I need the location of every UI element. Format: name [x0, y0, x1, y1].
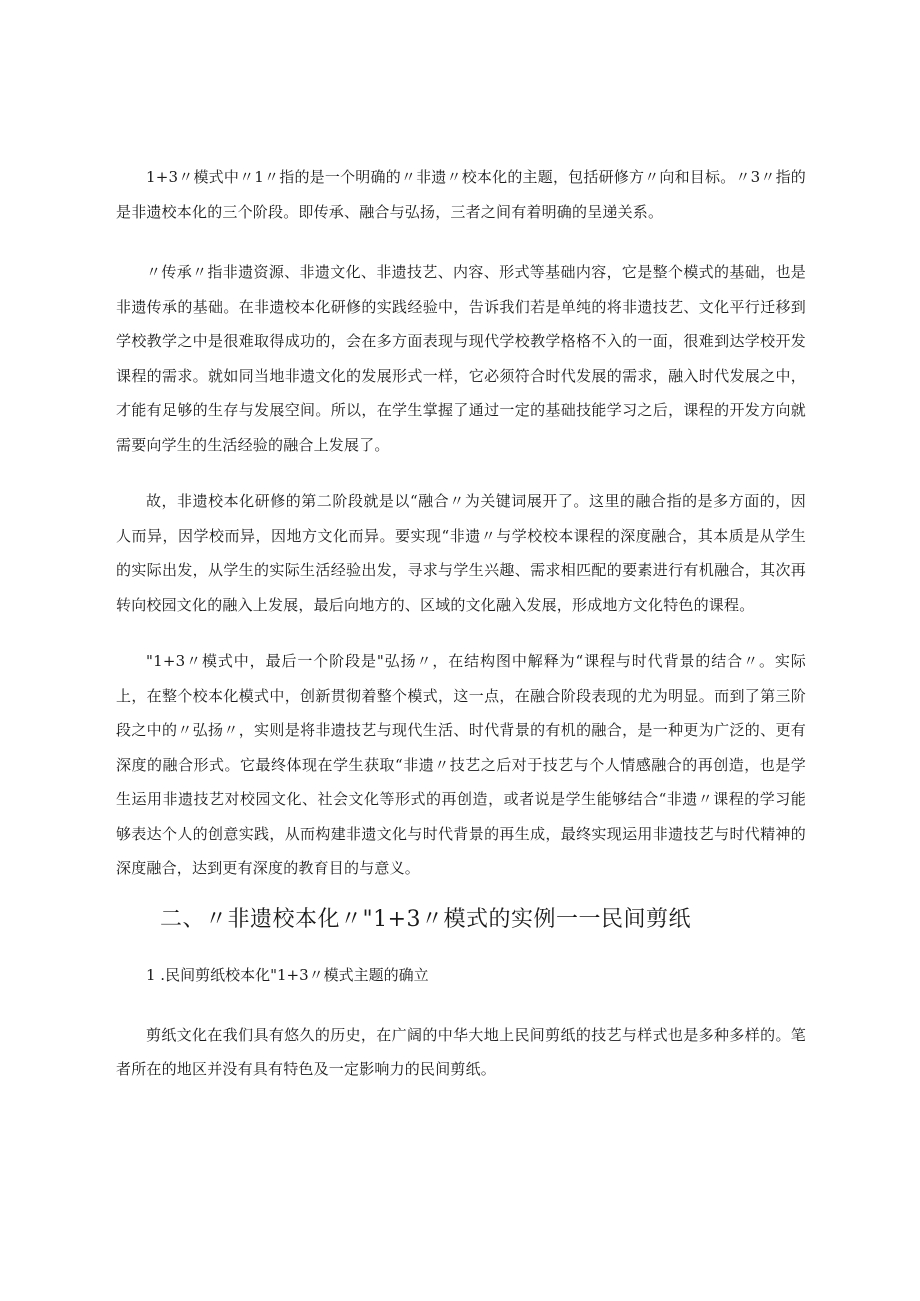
- subsection-heading: 1 .民间剪纸校本化"1+3〃模式主题的确立: [146, 965, 429, 984]
- section-heading: 二、〃非遗校本化〃"1+3〃模式的实例一一民间剪纸: [160, 906, 692, 932]
- document-page: [116, 160, 806, 1087]
- paragraph-model-definition: 1+3〃模式中〃1〃指的是一个明确的〃非遗〃校本化的主题，包括研修方〃向和目标。〃3〃指的是非遗校本化的三个阶段。即传承、融合与弘扬，三者之间有着明确的呈递关系。: [116, 168, 806, 221]
- paragraph-integration: 故，非遗校本化研修的第二阶段就是以“融合〃为关键词展开了。这里的融合指的是多方面的，因人而异，因学校而异，因地方文化而异。要实现“非遗〃与学校校本课程的深度融合，其本质是从学生的实际出发，从学生的实际生活经验出发，寻求与学生兴趣、需求相匹配的要素进行有机融合，其次再转向校园文化的融入上发展，最后向地方的、区域的文化融入发展，形成地方文化特色的课程。: [116, 492, 806, 614]
- paragraph-promotion: "1+3〃模式中，最后一个阶段是"弘扬〃，在结构图中解释为“课程与时代背景的结合〃。实际上，在整个校本化模式中，创新贯彻着整个模式，这一点，在融合阶段表现的尤为明显。而到了第三阶段之中的〃弘扬〃，实则是将非遗技艺与现代生活、时代背景的有机的融合，是一种更为广泛的、更有深度的融合形式。它最终体现在学生获取“非遗〃技艺之后对于技艺与个人情感融合的再创造，也是学生运用非遗技艺对校园文化、社会文化等形式的再创造，或者说是学生能够结合“非遗〃课程的学习能够表达个人的创意实践，从而构建非遗文化与时代背景的再生成，最终实现运用非遗技艺与时代精神的深度融合，达到更有深度的教育目的与意义。: [116, 652, 806, 877]
- paragraph-inheritance: 〃传承〃指非遗资源、非遗文化、非遗技艺、内容、形式等基础内容，它是整个模式的基础，也是非遗传承的基础。在非遗校本化研修的实践经验中，告诉我们若是单纯的将非遗技艺、文化平行迁移到学校教学之中是很难取得成功的，会在多方面表现与现代学校教学格格不入的一面，很难到达学校开发课程的需求。就如同当地非遗文化的发展形式一样，它必须符合时代发展的需求，融入时代发展之中，才能有足够的生存与发展空间。所以，在学生掌握了通过一定的基础技能学习之后，课程的开发方向就需要向学生的生活经验的融合上发展了。: [116, 263, 806, 454]
- paragraph-papercut-culture: 剪纸文化在我们具有悠久的历史，在广阔的中华大地上民间剪纸的技艺与样式也是多种多样的。笔者所在的地区并没有具有特色及一定影响力的民间剪纸。: [116, 1025, 806, 1078]
